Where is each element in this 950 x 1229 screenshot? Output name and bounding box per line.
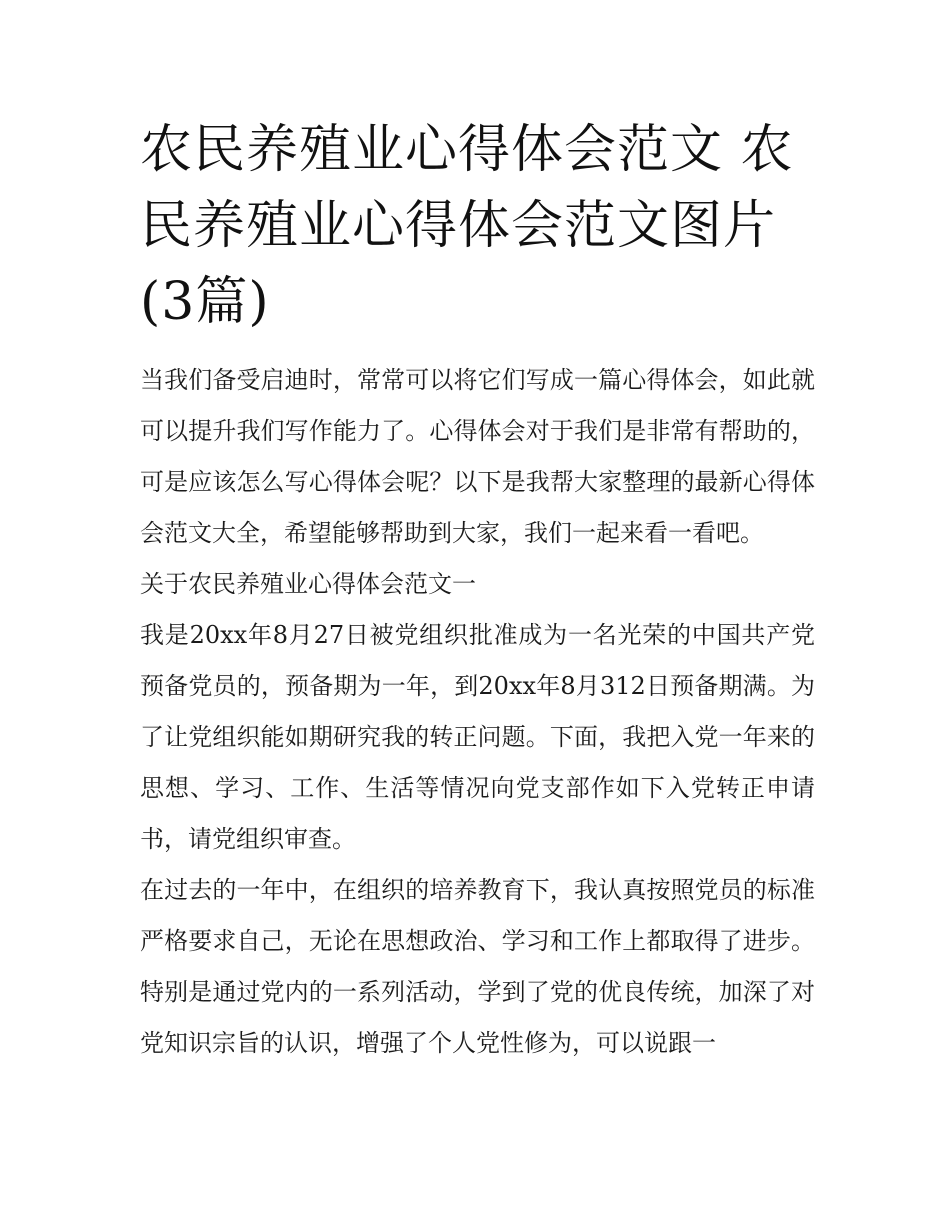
body-paragraph: 在过去的一年中，在组织的培养教育下，我认真按照党员的标准严格要求自己，无论在思想政治、学习和工作上都取得了进步。特别是通过党内的一系列活动，学到了党的优良传统，加深了对党知识宗旨的认识，增强了个人党性修为，可以说跟一 — [140, 876, 815, 1057]
document-body — [140, 355, 815, 1069]
document-title: 农民养殖业心得体会范文 农民养殖业心得体会范文图片(3篇) — [140, 120, 794, 332]
section-heading: 关于农民养殖业心得体会范文一 — [140, 570, 476, 598]
intro-paragraph: 当我们备受启迪时，常常可以将它们写成一篇心得体会，如此就可以提升我们写作能力了。心得体会对于我们是非常有帮助的，可是应该怎么写心得体会呢？以下是我帮大家整理的最新心得体会范文大全，希望能够帮助到大家，我们一起来看一看吧。 — [140, 366, 815, 547]
body-paragraph: 我是20xx年8月27日被党组织批准成为一名光荣的中国共产党预备党员的，预备期为一年，到20xx年8月312日预备期满。为了让党组织能如期研究我的转正问题。下面，我把入党一年来的思想、学习、工作、生活等情况向党支部作如下入党转正申请书，请党组织审查。 — [140, 621, 815, 853]
